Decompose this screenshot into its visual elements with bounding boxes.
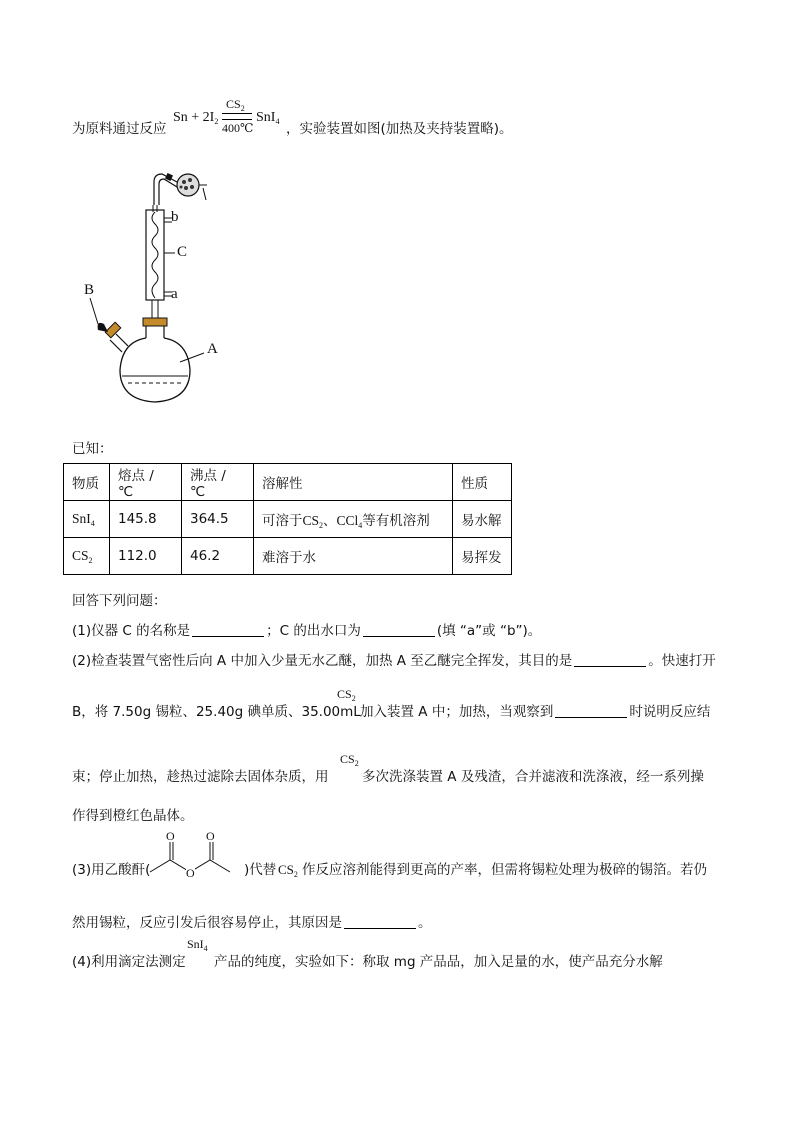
answer-blank[interactable]	[363, 635, 435, 637]
table-row	[64, 538, 512, 575]
flask-a	[120, 338, 190, 402]
answer-blank[interactable]	[192, 635, 264, 637]
question-2-line-2b: 加入装置 A 中；加热，当观察到 时说明反应结	[360, 704, 711, 720]
question-4-end: 产品的纯度，实验如下：称取 mg 产品品，加入足量的水，使产品充分水解	[214, 954, 663, 970]
table-cell-property: 易挥发	[453, 538, 512, 575]
label-flask-a: A	[207, 341, 218, 357]
table-header-cell: 熔点 / ℃	[110, 464, 182, 501]
answer-heading: 回答下列问题：	[72, 593, 167, 609]
table-header-cell: 物质	[64, 464, 110, 501]
question-2-line-2: B，将 7.50g 锡粒、25.40g 碘单质、35.00mL	[72, 704, 361, 720]
equation-equals-sign	[222, 113, 252, 120]
question-2-line-3b: 多次洗涤装置 A 及残渣，合并滤液和洗涤液，经一系列操	[362, 769, 704, 785]
answer-blank[interactable]	[344, 927, 416, 929]
table-cell-substance: $CS_2$	[64, 538, 110, 575]
intro-suffix: ，实验装置如图(加热及夹持装置略)。	[286, 121, 513, 137]
intro-prefix: 为原料通过反应	[72, 121, 167, 137]
table-cell-melting: 145.8	[110, 501, 182, 538]
cs2-formula: $CS_2$	[337, 687, 356, 703]
question-3-start: (3)用乙酸酐(	[72, 862, 151, 878]
table-cell-solubility: 可溶于$CS_2$、CCl$_4$等有机溶剂	[254, 501, 453, 538]
question-3-line-2: 然用锡粒，反应引发后很容易停止，其原因是 。	[72, 915, 432, 931]
equation-condition-bottom: 400℃	[222, 121, 254, 135]
table-cell-solubility: 难溶于水	[254, 538, 453, 575]
label-port-a: a	[171, 286, 178, 302]
table-header-row	[64, 464, 512, 501]
question-1: (1)仪器 C 的名称是 ；C 的出水口为 (填 “a”或 “b”)。	[72, 623, 542, 639]
question-2-line-4: 作得到橙红色晶体。	[72, 808, 194, 824]
cs2-formula: $CS_2$	[340, 752, 359, 768]
table-header-cell: 性质	[453, 464, 512, 501]
table-cell-boiling: 46.2	[182, 538, 254, 575]
equation-rhs: SnI$_4$	[256, 110, 280, 126]
label-stopper-b: B	[84, 282, 95, 298]
cs2-formula: $CS_2$	[278, 862, 298, 879]
question-3-end: 作反应溶剂能得到更高的产率，但需将锡粒处理为极碎的锡箔。若仍	[302, 862, 707, 878]
table-cell-boiling: 364.5	[182, 501, 254, 538]
table-cell-substance: SnI$_4$	[64, 501, 110, 538]
bridge-oxygen: O	[186, 866, 195, 880]
label-condenser-c: C	[177, 244, 188, 260]
label-port-b: b	[171, 209, 179, 225]
question-2-line-1: (2)检查装置气密性后向 A 中加入少量无水乙醚，加热 A 至乙醚完全挥发，其目的是 。快速打开	[72, 653, 716, 669]
equation-condition-top: $CS_2$	[226, 97, 245, 113]
table-header-cell: 溶解性	[254, 464, 453, 501]
table-cell-melting: 112.0	[110, 538, 182, 575]
carbonyl-oxygen-2: O	[206, 829, 215, 843]
properties-table	[63, 463, 512, 575]
table-row	[64, 501, 512, 538]
table-header-cell: 沸点 / ℃	[182, 464, 254, 501]
table-cell-property: 易水解	[453, 501, 512, 538]
drying-tube-bulb	[177, 174, 199, 196]
question-4-start: (4)利用滴定法测定	[72, 954, 186, 970]
answer-blank[interactable]	[555, 716, 627, 718]
question-3-mid: )代替	[244, 862, 277, 878]
apparatus-figure	[80, 160, 240, 420]
known-label: 已知：	[72, 441, 113, 457]
carbonyl-oxygen-1: O	[166, 829, 175, 843]
question-2-line-3: 束；停止加热，趁热过滤除去固体杂质，用	[72, 769, 329, 785]
answer-blank[interactable]	[574, 665, 646, 667]
equation-lhs: $Sn + 2I_2$	[173, 110, 219, 126]
sni4-formula: SnI$_4$	[187, 937, 208, 953]
